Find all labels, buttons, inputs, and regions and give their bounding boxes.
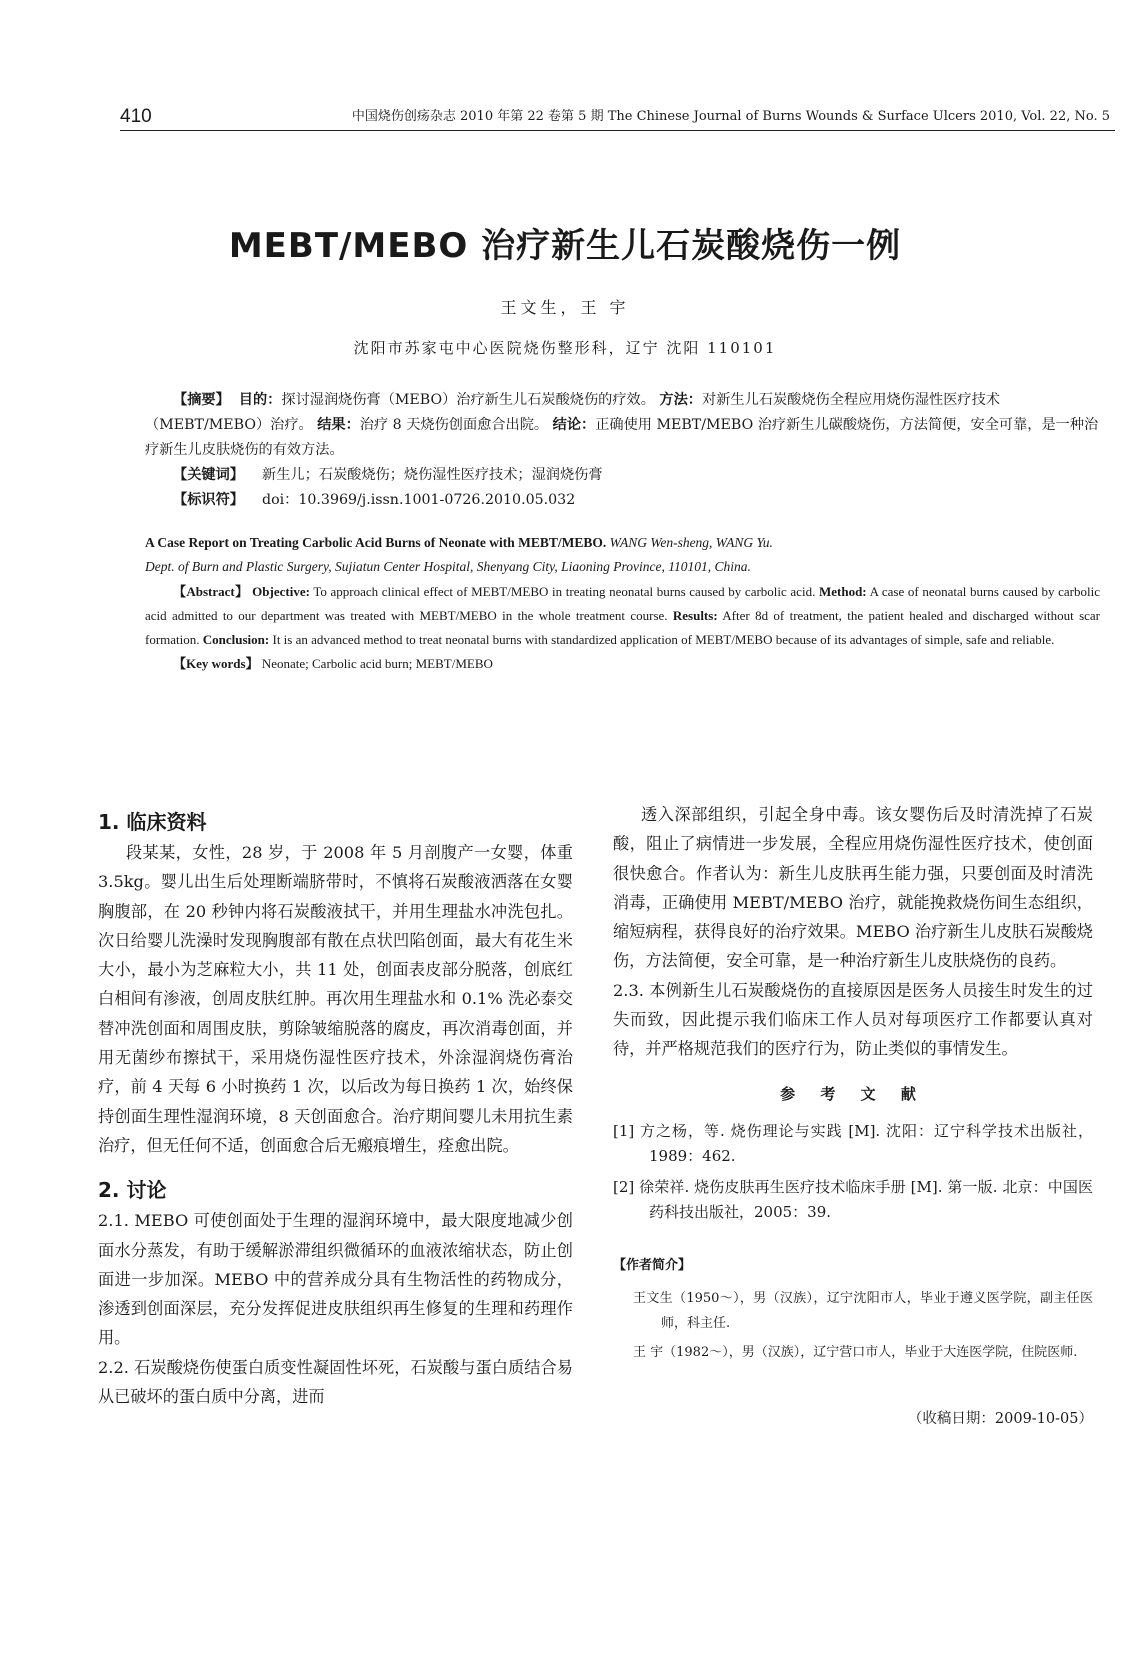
en-objective-label: Objective: bbox=[252, 584, 310, 599]
section-2-heading: 2. 讨论 bbox=[98, 1178, 167, 1203]
references-heading: 参 考 文 献 bbox=[780, 1084, 926, 1103]
en-objective-text: To approach clinical effect of MEBT/MEBO in treating neonatal burns caused by carbolic acid. bbox=[313, 584, 816, 599]
journal-citation: 中国烧伤创疡杂志 2010 年第 22 卷第 5 期 The Chinese Journal of Burns Wounds & Surface Ulcers 2010, Vol. 22, No. 5 bbox=[351, 109, 1110, 124]
en-conclusion-label: Conclusion: bbox=[202, 632, 270, 647]
abstract-label: 【摘要】 bbox=[173, 392, 230, 408]
method-label: 方法： bbox=[659, 392, 702, 408]
en-conclusion-text: It is an advanced method to treat neonatal burns with standardized application of MEBT/MEBO because of its advantages of simple, safe and reliable. bbox=[272, 632, 1055, 647]
en-method-text: A case of neonatal burns caused by carbolic acid admitted to our department was treated with MEBT/MEBO in the whole treatment course. bbox=[145, 584, 1101, 623]
affiliation: 沈阳市苏家屯中心医院烧伤整形科，辽宁 沈阳 110101 bbox=[353, 339, 777, 357]
author-bio: 王文生（1950～），男（汉族），辽宁沈阳市人，毕业于遵义医学院，副主任医师，科主任. bbox=[633, 1291, 1093, 1332]
doi-text: doi：10.3969/j.issn.1001-0726.2010.05.032 bbox=[262, 492, 576, 508]
running-header bbox=[120, 104, 1110, 130]
keywords-label: 【关键词】 bbox=[173, 467, 244, 483]
en-abstract-label: 【Abstract】 bbox=[173, 584, 249, 599]
english-authors: WANG Wen-sheng, WANG Yu. bbox=[609, 535, 773, 550]
section-2-3-body: 2.3. 本例新生儿石炭酸烧伤的直接原因是医务人员接生时发生的过失而致，因此提示我们临床工作人员对每项医疗工作都要认真对待，并严格规范我们的医疗行为，防止类似的事情发生。 bbox=[613, 980, 1093, 1059]
header-rule bbox=[120, 130, 1115, 131]
en-keywords-text: Neonate; Carbolic acid burn; MEBT/MEBO bbox=[261, 656, 493, 671]
en-results-label: Results: bbox=[672, 608, 718, 623]
english-abstract-paragraph bbox=[145, 580, 1100, 652]
en-keywords-line bbox=[145, 652, 1100, 676]
section-2-2-continued: 透入深部组织，引起全身中毒。该女婴伤后及时清洗掉了石炭酸，阻止了病情进一步发展，全程应用烧伤湿性医疗技术，使创面很快愈合。作者认为：新生儿皮肤再生能力强，只要创面及时清洗消毒，正确使用 MEBT/MEBO 治疗，就能挽救烧伤间生态组织，缩短病程，获得良好的治疗效果。MEBO 治疗新生儿皮肤石炭酸烧伤，方法简便，安全可靠，是一种治疗新生儿皮肤烧伤的良药。 bbox=[613, 805, 1093, 971]
left-column bbox=[98, 806, 573, 1411]
section-2-1-body: 2.1. MEBO 可使创面处于生理的湿润环境中，最大限度地减少创面水分蒸发，有助于缓解淤滞组织微循环的血液浓缩状态，防止创面进一步加深。MEBO 中的营养成分具有生物活性的药物成分，渗透到创面深层，充分发挥促进皮肤组织再生修复的生理和药理作用。 bbox=[98, 1211, 573, 1348]
conclusion-label: 结论： bbox=[552, 417, 596, 433]
en-results-text: After 8d of treatment, the patient healed and discharged without scar formation. bbox=[145, 608, 1100, 647]
conclusion-text: 正确使用 MEBT/MEBO 治疗新生儿碳酸烧伤，方法简便，安全可靠，是一种治疗新生儿皮肤烧伤的有效方法。 bbox=[145, 417, 1099, 458]
english-title-block bbox=[145, 531, 1100, 579]
abstract-paragraph bbox=[145, 388, 1100, 463]
method-text: 对新生儿石炭酸烧伤全程应用烧伤湿性医疗技术（MEBT/MEBO）治疗。 bbox=[145, 392, 1000, 433]
received-date: （收稿日期：2009-10-05） bbox=[907, 1411, 1093, 1428]
english-department: Dept. of Burn and Plastic Surgery, Sujiatun Center Hospital, Shenyang City, Liaoning Province, 110101, China. bbox=[145, 559, 751, 574]
keywords-text: 新生儿；石炭酸烧伤；烧伤湿性医疗技术；湿润烧伤膏 bbox=[262, 467, 603, 483]
identifier-label: 【标识符】 bbox=[173, 492, 244, 508]
result-text: 治疗 8 天烧伤创面愈合出院。 bbox=[359, 417, 549, 433]
author-bio: 王 宇（1982～），男（汉族），辽宁营口市人，毕业于大连医学院，住院医师. bbox=[633, 1345, 1078, 1361]
identifier-line bbox=[145, 488, 1100, 513]
reference-item: [1] 方之杨，等. 烧伤理论与实践 [M]. 沈阳：辽宁科学技术出版社，1989：462. bbox=[613, 1121, 1093, 1165]
keywords-line bbox=[145, 463, 1100, 488]
en-keywords-label: 【Key words】 bbox=[173, 656, 259, 671]
section-1-heading: 1. 临床资料 bbox=[98, 810, 207, 834]
author-bio-heading: 【作者简介】 bbox=[613, 1257, 692, 1273]
reference-item: [2] 徐荣祥. 烧伤皮肤再生医疗技术临床手册 [M]. 第一版. 北京：中国医药科技出版社，2005：39. bbox=[613, 1177, 1093, 1221]
result-label: 结果： bbox=[317, 417, 360, 433]
chinese-abstract bbox=[145, 388, 1100, 513]
page-number: 410 bbox=[120, 106, 152, 127]
section-1-body: 段某某，女性，28 岁，于 2008 年 5 月剖腹产一女婴，体重 3.5kg。婴儿出生后处理断端脐带时，不慎将石炭酸液洒落在女婴胸腹部，在 20 秒钟内将石炭酸液拭干，并用生理盐水冲洗包扎。次日给婴儿洗澡时发现胸腹部有散在点状凹陷创面，最大有花生米大小，最小为芝麻粒大小，共 11 处，创面表皮部分脱落，创底红白相间有渗液，创周皮肤红肿。再次用生理盐水和 0.1% 洗必泰交替冲洗创面和周围皮肤，剪除皱缩脱落的腐皮，再次消毒创面，并用无菌纱布擦拭干，采用烧伤湿性医疗技术，外涂湿润烧伤膏治疗，前 4 天每 6 小时换药 1 次，以后改为每日换药 1 次，始终保持创面生理性湿润环境，8 天创面愈合。治疗期间婴儿未用抗生素治疗，但无任何不适，创面愈合后无瘢痕增生，痊愈出院。 bbox=[98, 843, 573, 1155]
en-method-label: Method: bbox=[818, 584, 867, 599]
article-title: MEBT/MEBO 治疗新生儿石炭酸烧伤一例 bbox=[228, 226, 902, 266]
section-2-2-body: 2.2. 石炭酸烧伤使蛋白质变性凝固性坏死，石炭酸与蛋白质结合易从已破坏的蛋白质中分离，进而 bbox=[98, 1357, 573, 1407]
english-title: A Case Report on Treating Carbolic Acid Burns of Neonate with MEBT/MEBO. bbox=[145, 535, 607, 550]
right-column bbox=[613, 800, 1093, 1435]
authors: 王文生，王 宇 bbox=[500, 298, 630, 317]
objective-text: 探讨湿润烧伤膏（MEBO）治疗新生儿石炭酸烧伤的疗效。 bbox=[281, 392, 655, 408]
english-abstract bbox=[145, 580, 1100, 676]
objective-label: 目的： bbox=[238, 392, 282, 408]
